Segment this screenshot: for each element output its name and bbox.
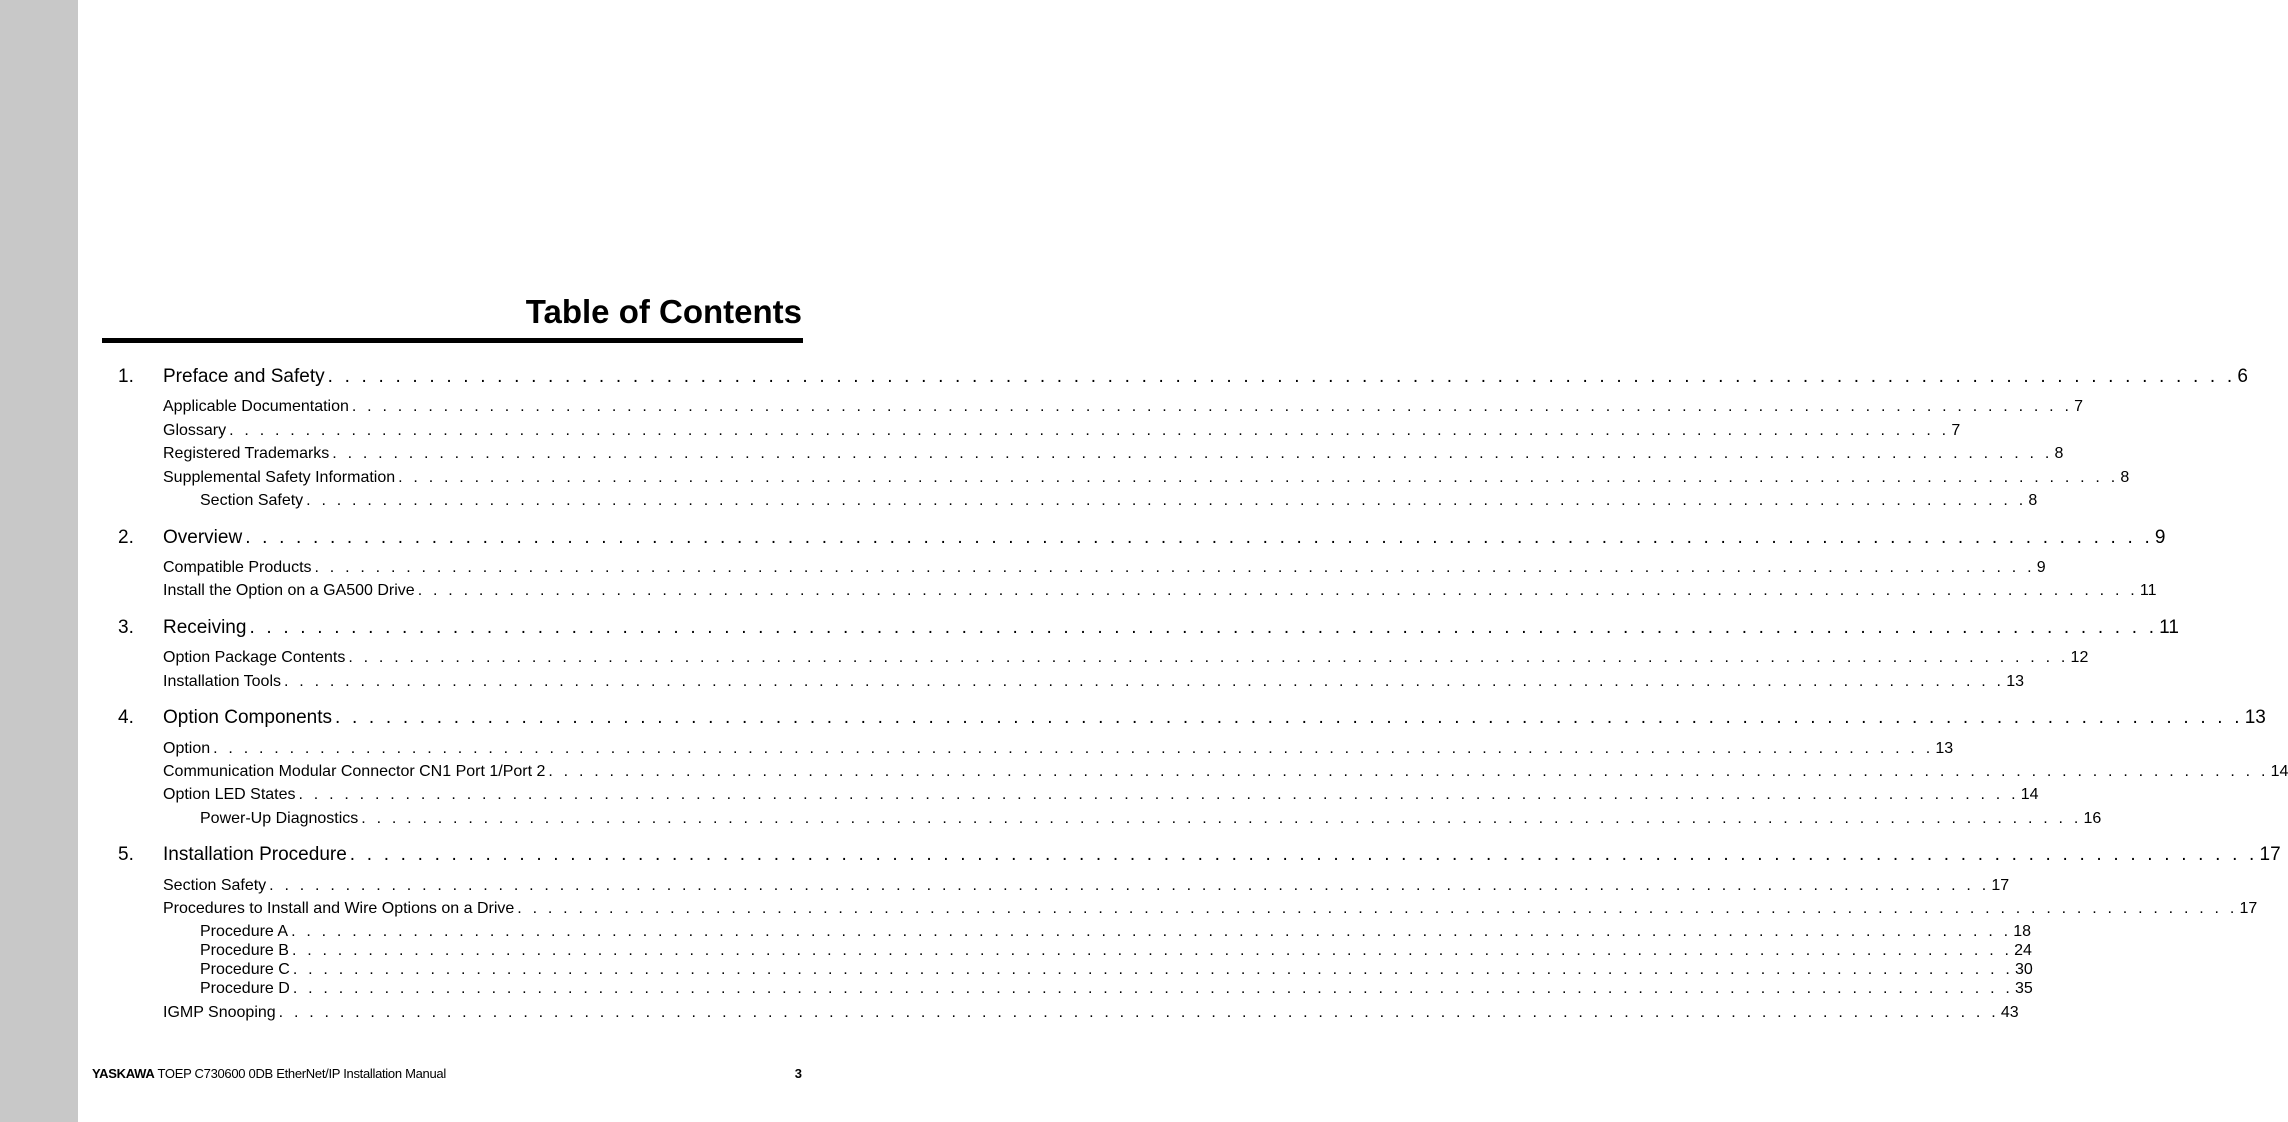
toc-label: Receiving	[163, 617, 247, 638]
toc-label: Communication Modular Connector CN1 Port 1/Port 2	[163, 763, 546, 780]
dot-leader: . . . . . . . . . . . . . . . . . . . . . . . . . . . . . . . . . . . . . . . . . . . . . . . . . . . . . . . . . . . . . . . . . . . . . . . . . . . . . . . . . . . . . . . . . . . . . . . . . . . . . . . . . . . . . . . . .	[349, 844, 2258, 865]
toc-label: Compatible Products	[163, 559, 312, 576]
toc-label: Option	[163, 740, 211, 757]
toc-label: Section Safety	[163, 877, 267, 894]
section-number: 2.	[118, 527, 134, 548]
toc-page-number: 8	[2054, 445, 2064, 462]
toc-label: Glossary	[163, 422, 227, 439]
toc-entry[interactable]	[0, 999, 2019, 1021]
toc-page-number: 43	[2000, 1004, 2019, 1021]
section-number: 3.	[118, 617, 134, 638]
dot-leader: . . . . . . . . . . . . . . . . . . . . . . . . . . . . . . . . . . . . . . . . . . . . . . . . . . . . . . . . . . . . . . . . . . . . . . . . . . . . . . . . . . . . . . . . . . . . . . . . . . . . . . . . . . . . . . . . .	[291, 942, 2013, 959]
toc-label: Install the Option on a GA500 Drive	[163, 582, 415, 599]
toc-label: Procedure D	[200, 980, 290, 997]
dot-leader: . . . . . . . . . . . . . . . . . . . . . . . . . . . . . . . . . . . . . . . . . . . . . . . . . . . . . . . . . . . . . . . . . . . . . . . . . . . . . . . . . . . . . . . . . . . . . . . . . . . . . . . . . . . . . . . . .	[213, 740, 1934, 757]
toc-page-number: 17	[2259, 844, 2281, 865]
toc-page-number: 14	[2270, 763, 2288, 780]
toc-entry[interactable]	[0, 554, 2046, 576]
toc-page-number: 30	[2015, 961, 2033, 978]
toc-entry[interactable]	[0, 577, 2157, 599]
toc-page-number: 9	[2154, 527, 2166, 548]
toc-entry[interactable]	[0, 872, 2010, 894]
toc-section-4[interactable]	[0, 705, 2266, 728]
toc-label: Preface and Safety	[163, 366, 325, 387]
toc-label: Overview	[163, 527, 243, 548]
toc-page-number: 13	[1935, 740, 1954, 757]
toc-entry[interactable]	[0, 644, 2089, 666]
toc-entry[interactable]	[0, 975, 2033, 997]
toc-label: Installation Tools	[163, 673, 281, 690]
toc-entry[interactable]	[0, 758, 2288, 780]
toc-page-number: 13	[2244, 707, 2266, 728]
dot-leader: . . . . . . . . . . . . . . . . . . . . . . . . . . . . . . . . . . . . . . . . . . . . . . . . . . . . . . . . . . . . . . . . . . . . . . . . . . . . . . . . . . . . . . . . . . . . . . . . . . . . . . . . . . . . . . . . .	[306, 492, 2027, 509]
dot-leader: . . . . . . . . . . . . . . . . . . . . . . . . . . . . . . . . . . . . . . . . . . . . . . . . . . . . . . . . . . . . . . . . . . . . . . . . . . . . . . . . . . . . . . . . . . . . . . . . . . . . . . . . . . . . . . . . .	[249, 617, 2158, 638]
title-rule	[102, 338, 803, 343]
dot-leader: . . . . . . . . . . . . . . . . . . . . . . . . . . . . . . . . . . . . . . . . . . . . . . . . . . . . . . . . . . . . . . . . . . . . . . . . . . . . . . . . . . . . . . . . . . . . . . . . . . . . . . . . . . . . . . . . .	[417, 582, 2138, 599]
toc-entry[interactable]	[0, 417, 1961, 439]
section-number: 4.	[118, 707, 134, 728]
toc-label: Registered Trademarks	[163, 445, 330, 462]
toc-page-number: 7	[1951, 422, 1961, 439]
toc-page-number: 35	[2015, 980, 2033, 997]
footer-brand: YASKAWA	[92, 1066, 155, 1081]
toc-label: Procedure B	[200, 942, 289, 959]
toc-entry[interactable]	[0, 487, 2038, 509]
dot-leader: . . . . . . . . . . . . . . . . . . . . . . . . . . . . . . . . . . . . . . . . . . . . . . . . . . . . . . . . . . . . . . . . . . . . . . . . . . . . . . . . . . . . . . . . . . . . . . . . . . . . . . . . . . . . . . . . .	[335, 707, 2243, 728]
toc-label: Supplemental Safety Information	[163, 469, 396, 486]
toc-page-number: 8	[2028, 492, 2038, 509]
dot-leader: . . . . . . . . . . . . . . . . . . . . . . . . . . . . . . . . . . . . . . . . . . . . . . . . . . . . . . . . . . . . . . . . . . . . . . . . . . . . . . . . . . . . . . . . . . . . . . . . . . . . . . . . . . . . . . . . .	[292, 980, 2014, 997]
toc-page-number: 18	[2013, 923, 2032, 940]
toc-label: Procedure A	[200, 923, 289, 940]
dot-leader: . . . . . . . . . . . . . . . . . . . . . . . . . . . . . . . . . . . . . . . . . . . . . . . . . . . . . . . . . . . . . . . . . . . . . . . . . . . . . . . . . . . . . . . . . . . . . . . . . . . . . . . . . . . . . . . . .	[298, 786, 2019, 803]
dot-leader: . . . . . . . . . . . . . . . . . . . . . . . . . . . . . . . . . . . . . . . . . . . . . . . . . . . . . . . . . . . . . . . . . . . . . . . . . . . . . . . . . . . . . . . . . . . . . . . . . . . . . . . . . . . . . . . . .	[398, 469, 2119, 486]
toc-label: IGMP Snooping	[163, 1004, 276, 1021]
toc-label: Section Safety	[200, 492, 304, 509]
toc-page-number: 17	[1991, 877, 2010, 894]
dot-leader: . . . . . . . . . . . . . . . . . . . . . . . . . . . . . . . . . . . . . . . . . . . . . . . . . . . . . . . . . . . . . . . . . . . . . . . . . . . . . . . . . . . . . . . . . . . . . . . . . . . . . . . . . . . . . . . . .	[361, 810, 2082, 827]
toc-page-number: 16	[2083, 810, 2102, 827]
toc-section-1[interactable]	[0, 364, 2248, 387]
dot-leader: . . . . . . . . . . . . . . . . . . . . . . . . . . . . . . . . . . . . . . . . . . . . . . . . . . . . . . . . . . . . . . . . . . . . . . . . . . . . . . . . . . . . . . . . . . . . . . . . . . . . . . . . . . . . . . . . .	[348, 649, 2069, 666]
page-title: Table of Contents	[525, 293, 802, 330]
toc-page-number: 9	[2036, 559, 2046, 576]
toc-section-2[interactable]	[0, 525, 2166, 548]
toc-page-number: 6	[2237, 366, 2248, 387]
toc-page-number: 7	[2074, 398, 2083, 415]
toc-entry[interactable]	[0, 805, 2102, 827]
dot-leader: . . . . . . . . . . . . . . . . . . . . . . . . . . . . . . . . . . . . . . . . . . . . . . . . . . . . . . . . . . . . . . . . . . . . . . . . . . . . . . . . . . . . . . . . . . . . . . . . . . . . . . . . . . . . . . . . .	[327, 366, 2236, 387]
dot-leader: . . . . . . . . . . . . . . . . . . . . . . . . . . . . . . . . . . . . . . . . . . . . . . . . . . . . . . . . . . . . . . . . . . . . . . . . . . . . . . . . . . . . . . . . . . . . . . . . . . . . . . . . . . . . . . . . .	[269, 877, 1990, 894]
dot-leader: . . . . . . . . . . . . . . . . . . . . . . . . . . . . . . . . . . . . . . . . . . . . . . . . . . . . . . . . . . . . . . . . . . . . . . . . . . . . . . . . . . . . . . . . . . . . . . . . . . . . . . . . . . . . . . . . .	[517, 900, 2238, 917]
dot-leader: . . . . . . . . . . . . . . . . . . . . . . . . . . . . . . . . . . . . . . . . . . . . . . . . . . . . . . . . . . . . . . . . . . . . . . . . . . . . . . . . . . . . . . . . . . . . . . . . . . . . . . . . . . . . . . . . .	[548, 763, 2269, 780]
dot-leader: . . . . . . . . . . . . . . . . . . . . . . . . . . . . . . . . . . . . . . . . . . . . . . . . . . . . . . . . . . . . . . . . . . . . . . . . . . . . . . . . . . . . . . . . . . . . . . . . . . . . . . . . . . . . . . . . .	[351, 398, 2073, 415]
toc-page-number: 13	[2006, 673, 2024, 690]
toc-entry[interactable]	[0, 735, 1954, 757]
toc-entry[interactable]	[0, 393, 2083, 415]
dot-leader: . . . . . . . . . . . . . . . . . . . . . . . . . . . . . . . . . . . . . . . . . . . . . . . . . . . . . . . . . . . . . . . . . . . . . . . . . . . . . . . . . . . . . . . . . . . . . . . . . . . . . . . . . . . . . . . . .	[332, 445, 2053, 462]
dot-leader: . . . . . . . . . . . . . . . . . . . . . . . . . . . . . . . . . . . . . . . . . . . . . . . . . . . . . . . . . . . . . . . . . . . . . . . . . . . . . . . . . . . . . . . . . . . . . . . . . . . . . . . . . . . . . . . . .	[278, 1004, 1999, 1021]
toc-page-number: 12	[2070, 649, 2089, 666]
toc-label: Option Package Contents	[163, 649, 346, 666]
toc-label: Power-Up Diagnostics	[200, 810, 359, 827]
toc-entry[interactable]	[0, 668, 2024, 690]
toc-page-number: 8	[2120, 469, 2130, 486]
toc-section-3[interactable]	[0, 615, 2179, 638]
dot-leader: . . . . . . . . . . . . . . . . . . . . . . . . . . . . . . . . . . . . . . . . . . . . . . . . . . . . . . . . . . . . . . . . . . . . . . . . . . . . . . . . . . . . . . . . . . . . . . . . . . . . . . . . . . . . . . . . .	[229, 422, 1950, 439]
toc-label: Applicable Documentation	[163, 398, 349, 415]
dot-leader: . . . . . . . . . . . . . . . . . . . . . . . . . . . . . . . . . . . . . . . . . . . . . . . . . . . . . . . . . . . . . . . . . . . . . . . . . . . . . . . . . . . . . . . . . . . . . . . . . . . . . . . . . . . . . . . . .	[291, 923, 2012, 940]
toc-entry[interactable]	[0, 781, 2039, 803]
toc-page-number: 14	[2020, 786, 2039, 803]
footer-document-title	[92, 1066, 446, 1081]
toc-label: Option LED States	[163, 786, 296, 803]
toc-entry[interactable]	[0, 464, 2130, 486]
toc-entry[interactable]	[0, 895, 2258, 917]
footer-page-number: 3	[794, 1066, 802, 1081]
section-number: 5.	[118, 844, 134, 865]
toc-label: Installation Procedure	[163, 844, 347, 865]
toc-label: Procedure C	[200, 961, 290, 978]
dot-leader: . . . . . . . . . . . . . . . . . . . . . . . . . . . . . . . . . . . . . . . . . . . . . . . . . . . . . . . . . . . . . . . . . . . . . . . . . . . . . . . . . . . . . . . . . . . . . . . . . . . . . . . . . . . . . . . . .	[292, 961, 2014, 978]
toc-page-number: 17	[2239, 900, 2258, 917]
dot-leader: . . . . . . . . . . . . . . . . . . . . . . . . . . . . . . . . . . . . . . . . . . . . . . . . . . . . . . . . . . . . . . . . . . . . . . . . . . . . . . . . . . . . . . . . . . . . . . . . . . . . . . . . . . . . . . . . .	[314, 559, 2035, 576]
toc-page-number: 24	[2014, 942, 2032, 959]
section-number: 1.	[118, 366, 134, 387]
dot-leader: . . . . . . . . . . . . . . . . . . . . . . . . . . . . . . . . . . . . . . . . . . . . . . . . . . . . . . . . . . . . . . . . . . . . . . . . . . . . . . . . . . . . . . . . . . . . . . . . . . . . . . . . . . . . . . . . .	[245, 527, 2153, 548]
toc-section-5[interactable]	[0, 842, 2281, 865]
toc-label: Procedures to Install and Wire Options on a Drive	[163, 900, 515, 917]
dot-leader: . . . . . . . . . . . . . . . . . . . . . . . . . . . . . . . . . . . . . . . . . . . . . . . . . . . . . . . . . . . . . . . . . . . . . . . . . . . . . . . . . . . . . . . . . . . . . . . . . . . . . . . . . . . . . . . . .	[284, 673, 2005, 690]
toc-entry[interactable]	[0, 440, 2064, 462]
footer-doc-name: TOEP C730600 0DB EtherNet/IP Installation Manual	[157, 1066, 446, 1081]
toc-page-number: 11	[2159, 617, 2179, 638]
toc-page-number: 11	[2139, 582, 2157, 599]
toc-label: Option Components	[163, 707, 332, 728]
